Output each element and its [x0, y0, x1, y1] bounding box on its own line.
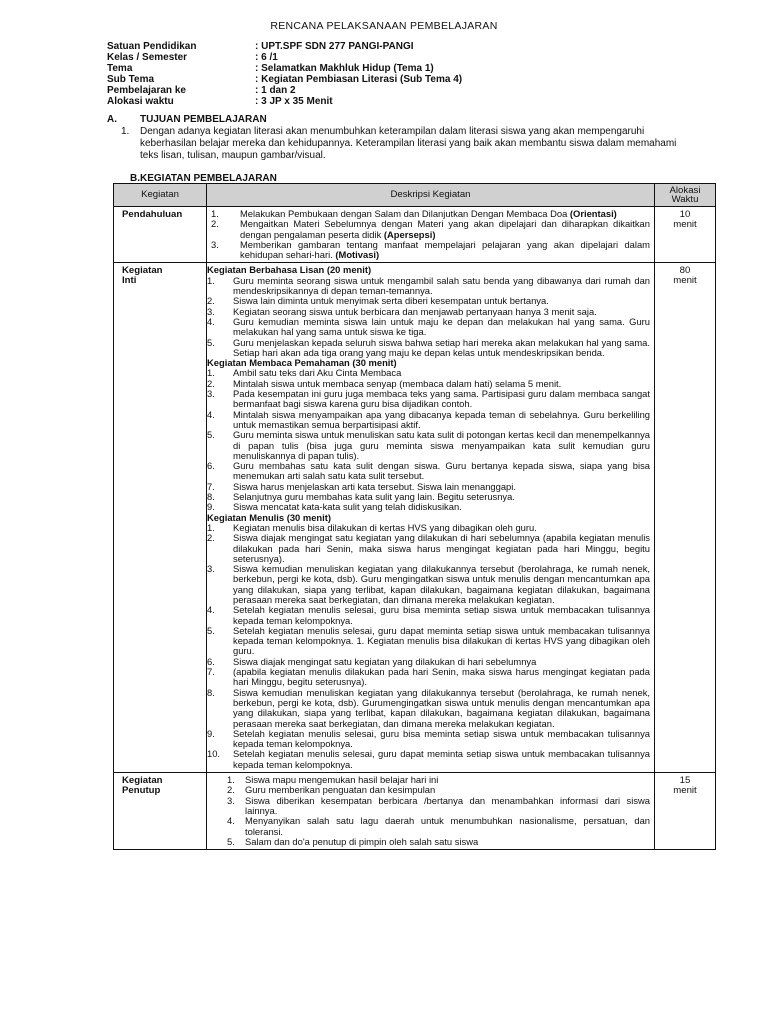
list-item — [207, 410, 650, 431]
meta-key: Kelas / Semester — [107, 52, 188, 63]
activity-table — [113, 183, 716, 850]
meta-key: Pembelajaran ke — [107, 85, 186, 96]
item-number: 5. — [207, 624, 215, 636]
item-body: (apabila kegiatan menulis dilakukan pada hari Senin, maka siswa harus mengingat kegiatan pada hari Minggu, begitu seterusnya). — [233, 666, 650, 688]
meta-value: : 1 dan 2 — [255, 85, 296, 96]
item-body: Ambil satu teks dari Aku Cinta Membaca — [233, 367, 402, 379]
list-item — [207, 338, 650, 359]
item-body: Kegiatan seorang siswa untuk berbicara dan menjawab pertanyaan hanya 3 menit saja. — [233, 305, 597, 317]
item-number: 2. — [207, 295, 215, 307]
meta-key: Sub Tema — [107, 74, 155, 85]
row-inti — [114, 263, 716, 773]
item-body: Kegiatan menulis bisa dilakukan di kertas HVS yang dibagikan oleh guru. — [233, 521, 537, 533]
item-text — [240, 240, 650, 261]
item-body: Setelah kegiatan menulis selesai, guru dapat meminta setiap siswa untuk membacakan tulisannya kepada teman kelompoknya. — [233, 748, 650, 770]
header-deskripsi: Deskripsi Kegiatan — [207, 184, 655, 207]
item-text — [233, 749, 650, 770]
list-item — [207, 605, 650, 626]
item-number: 1. — [207, 367, 215, 379]
header-kegiatan: Kegiatan — [114, 184, 207, 207]
item-body: Siswa diajak mengingat satu kegiatan yang dilakukan di hari sebelumnya — [233, 655, 537, 667]
item-body: Guru meminta seorang siswa untuk mengambil salah satu benda yang dibawanya dari rumah dan mendeskripsikannya di depan teman-temannya. — [233, 274, 650, 297]
item-number: 2. — [211, 218, 219, 230]
list-item — [207, 389, 650, 410]
meta-value: : Kegiatan Pembiasan Literasi (Sub Tema 4) — [255, 74, 463, 85]
item-text — [233, 276, 650, 297]
lisan-heading: Kegiatan Berbahasa Lisan (20 menit) — [207, 264, 372, 276]
penutup-time — [655, 773, 716, 850]
item-body: Guru kemudian meminta siswa lain untuk maju ke depan dan melakukan hal yang sama. Guru melakukan hal yang sama untuk siswa ke tiga. — [233, 315, 650, 338]
item-number: 4. — [207, 408, 215, 420]
item-number: 5. — [227, 835, 235, 847]
item-text — [233, 461, 650, 482]
item-text — [245, 837, 650, 847]
item-number: 3. — [207, 305, 215, 317]
item-text — [233, 410, 650, 431]
meta-row — [107, 52, 462, 63]
label-text: Kegiatan Penutup — [122, 775, 163, 797]
item-number: 4. — [207, 315, 215, 327]
menulis-list — [207, 523, 650, 770]
item-body: Mintalah siswa untuk membaca senyap (membaca dalam hati) selama 5 menit. — [233, 377, 562, 389]
tujuan-number: 1. — [121, 126, 130, 137]
item-tag: (Motivasi) — [335, 249, 380, 261]
item-number: 4. — [227, 815, 235, 827]
list-item — [207, 430, 650, 461]
item-body: Siswa mapu mengemukan hasil belajar hari ini — [245, 774, 439, 786]
time-text: 10 menit — [673, 209, 697, 230]
item-number: 3. — [211, 238, 219, 250]
item-body: Guru meminta siswa untuk menuliskan satu kata sulit di potongan kertas kecil dan menempelkannya di papan tulis (bisa juga guru meminta siswa menyampaikan kata sulit kemudian guru menuliskannya di papan tulis). — [233, 429, 650, 461]
item-number: 2. — [227, 784, 235, 796]
paham-heading: Kegiatan Membaca Pemahaman (30 menit) — [207, 357, 397, 369]
item-number: 4. — [207, 604, 215, 616]
item-body: Pada kesempatan ini guru juga membaca teks yang sama. Partisipasi guru dalam membaca sangat bermanfaat bagi siswa karena guru bisa dijadikan contoh. — [233, 388, 650, 410]
item-text — [233, 317, 650, 338]
item-text — [233, 389, 650, 410]
list-item — [207, 533, 650, 564]
item-body: Setelah kegiatan menulis selesai, guru bisa meminta setiap siswa untuk membacakan tulisannya kepada teman kelompoknya. — [233, 727, 650, 750]
item-number: 9. — [207, 501, 215, 513]
item-body: Melakukan Pembukaan dengan Salam dan Dilanjutkan Dengan Membaca Doa — [240, 208, 568, 219]
item-number: 2. — [207, 532, 215, 544]
time-text: 15 menit — [673, 775, 697, 797]
item-body: Siswa kemudian menuliskan kegiatan yang dilakukannya tersebut (berolahraga, ke rumah nenek, berkebun, pergi ke kota, dsb). Guru mengingatkan siswa untuk menulis dengan mencantumkan apa yang dilakukan, siapa yang terlibat, kapan dilakukan, bagaimana kegiatan dilakukan, bagaimana perasaan mereka saat berkegiatan, dan dimana mereka melakukan kegiatan. — [233, 563, 650, 605]
item-number: 7. — [207, 480, 215, 492]
pendahuluan-time — [655, 207, 716, 263]
item-tag: (Apersepsi) — [383, 228, 436, 240]
item-number: 6. — [207, 460, 215, 472]
tujuan-text: Dengan adanya kegiatan literasi akan menumbuhkan keterampilan dalam literasi siswa yang akan mempengaruhi keberhasilan belajar mereka dan kehidupannya. Keterampilan literasi yang baik akan membantu siswa dalam memahami teks lisan, tulisan, maupun gambar/visual. — [140, 126, 677, 161]
item-text — [233, 729, 650, 750]
meta-row — [107, 41, 462, 52]
pendahuluan-desc — [207, 207, 655, 263]
item-text — [233, 626, 650, 657]
item-text — [233, 430, 650, 461]
list-item — [207, 564, 650, 605]
tujuan-item — [121, 126, 697, 162]
list-item — [207, 837, 650, 847]
list-item — [207, 461, 650, 482]
meta-key: Tema — [107, 63, 133, 74]
meta-row — [107, 74, 462, 85]
item-number: 1. — [227, 774, 235, 786]
item-body: Setelah kegiatan menulis selesai, guru bisa meminta setiap siswa untuk membacakan tulisannya kepada teman kelompoknya. — [233, 604, 650, 626]
list-item — [207, 240, 650, 261]
list-item — [207, 667, 650, 688]
item-body: Siswa mencatat kata-kata sulit yang telah didiskusikan. — [233, 501, 462, 513]
meta-row — [107, 63, 462, 74]
meta-row — [107, 96, 462, 107]
item-number: 1. — [211, 208, 219, 219]
item-body: Guru memberikan penguatan dan kesimpulan — [245, 784, 436, 796]
item-body: Memberikan gambaran tentang manfaat mempelajari pelajaran yang akan dipelajari dalam kehidupan sehari-hari. — [240, 238, 650, 261]
meta-key: Satuan Pendidikan — [107, 41, 197, 52]
item-number: 2. — [207, 377, 215, 389]
header-alokasi: Alokasi Waktu — [655, 184, 716, 207]
item-body: Siswa diajak mengingat satu kegiatan yang dilakukan di hari sebelumnya (apabila kegiatan menulis dilakukan pada hari Senin, maka siswa harus mengingat kegiatan pada hari Minggu, begitu seterusnya). — [233, 532, 650, 564]
item-number: 5. — [207, 429, 215, 441]
list-item — [207, 219, 650, 240]
item-number: 8. — [207, 491, 215, 503]
item-number: 3. — [207, 563, 215, 575]
item-body: Guru menjelaskan kepada seluruh siswa bahwa setiap hari mereka akan melakukan hal yang sama. Setiap hari akan ada tiga orang yang maju ke depan kelas untuk mendeskripsikan benda. — [233, 336, 650, 358]
pendahuluan-label: Pendahuluan — [114, 207, 207, 263]
item-body: Siswa harus menjelaskan arti kata tersebut. Siswa lain menanggapi. — [233, 480, 516, 492]
item-number: 6. — [207, 655, 215, 667]
meta-value: : 3 JP x 35 Menit — [255, 96, 333, 107]
item-text — [233, 564, 650, 605]
item-number: 1. — [207, 274, 215, 286]
menulis-heading: Kegiatan Menulis (30 menit) — [207, 511, 331, 523]
meta-key: Alokasi waktu — [107, 96, 174, 107]
list-item — [207, 317, 650, 338]
lisan-list — [207, 276, 650, 358]
item-body: Selanjutnya guru membahas kata sulit yang lain. Begitu seterusnya. — [233, 491, 515, 503]
time-text: 80 menit — [673, 265, 697, 287]
item-number: 3. — [207, 388, 215, 400]
list-item — [207, 276, 650, 297]
item-number: 9. — [207, 727, 215, 739]
list-item — [207, 816, 650, 837]
item-body: Guru membahas satu kata sulit dengan siswa. Guru bertanya kepada siswa, siapa yang bisa menemukan arti salah satu kata sulit tersebut. — [233, 460, 650, 482]
penutup-label — [114, 773, 207, 850]
item-text — [233, 688, 650, 729]
item-body: Mintalah siswa menyampaikan apa yang dibacanya kepada teman di sebelahnya. Guru berkeliling untuk memastikan semua berpartisipasi aktif. — [233, 408, 650, 430]
inti-desc — [207, 263, 655, 773]
item-body: Siswa lain diminta untuk menyimak serta diberi kesempatan untuk bertanya. — [233, 295, 549, 307]
item-text — [233, 605, 650, 626]
penutup-desc — [207, 773, 655, 850]
meta-row — [107, 85, 462, 96]
section-b-heading: B.KEGIATAN PEMBELAJARAN — [130, 173, 277, 184]
item-body: Mengaitkan Materi Sebelumnya dengan Materi yang akan dipelajari dan diharapkan dikaitkan dengan pengalaman peserta didik — [240, 218, 650, 240]
identity-block — [107, 41, 462, 107]
item-number: 1. — [207, 521, 215, 533]
item-number: 8. — [207, 686, 215, 698]
table-header-row — [114, 184, 716, 207]
item-body: Siswa kemudian menuliskan kegiatan yang dilakukannya tersebut (berolahraga, ke rumah nenek, berkebun, pergi ke kota, dsb). Gurumengingatkan siswa untuk menulis dengan mencantumkan apa yang dilakukan, siapa yang terlibat, kapan dilakukan, bagaimana kegiatan dilakukan, bagaimana perasaan mereka saat berkegiatan, dan dimana mereka melakukan kegiatan. — [233, 686, 650, 729]
section-a-label: TUJUAN PEMBELAJARAN — [140, 114, 267, 125]
meta-value: : UPT.SPF SDN 277 PANGI-PANGI — [255, 41, 414, 52]
meta-value: : 6 /1 — [255, 52, 278, 63]
list-item — [207, 749, 650, 770]
list-item — [207, 796, 650, 817]
item-text — [245, 796, 650, 817]
row-penutup — [114, 773, 716, 850]
item-tag: (Orientasi) — [569, 208, 617, 219]
label-text: Kegiatan Inti — [122, 265, 163, 287]
item-text — [233, 338, 650, 359]
section-a-heading — [107, 114, 267, 125]
item-body: Salam dan do'a penutup di pimpin oleh salah satu siswa — [245, 835, 479, 847]
section-a-number: A. — [107, 114, 117, 125]
list-item — [207, 626, 650, 657]
item-body: Siswa diberikan kesempatan berbicara /bertanya dan menambahkan informasi dari siswa lainnya. — [245, 794, 650, 816]
item-number: 5. — [207, 336, 215, 348]
item-number: 3. — [227, 794, 235, 806]
row-pendahuluan — [114, 207, 716, 263]
item-body: Menyanyikan salah satu lagu daerah untuk menumbuhkan nasionalisme, persatuan, dan toleransi. — [245, 815, 650, 837]
item-text — [240, 219, 650, 240]
list-item — [207, 729, 650, 750]
item-text — [233, 533, 650, 564]
item-number: 10. — [207, 748, 221, 760]
meta-value: : Selamatkan Makhluk Hidup (Tema 1) — [255, 63, 434, 74]
paham-list — [207, 368, 650, 512]
inti-time — [655, 263, 716, 773]
document-title: RENCANA PELAKSANAAN PEMBELAJARAN — [270, 20, 498, 32]
list-item — [207, 688, 650, 729]
item-body: Setelah kegiatan menulis selesai, guru dapat meminta setiap siswa untuk membacakan tulisannya kepada teman kelompoknya. 1. Kegiatan menulis bisa dilakukan di kertas HVS yang dibagikan oleh guru. — [233, 624, 650, 657]
item-text — [245, 816, 650, 837]
item-text — [233, 667, 650, 688]
item-number: 7. — [207, 666, 215, 678]
inti-label — [114, 263, 207, 773]
